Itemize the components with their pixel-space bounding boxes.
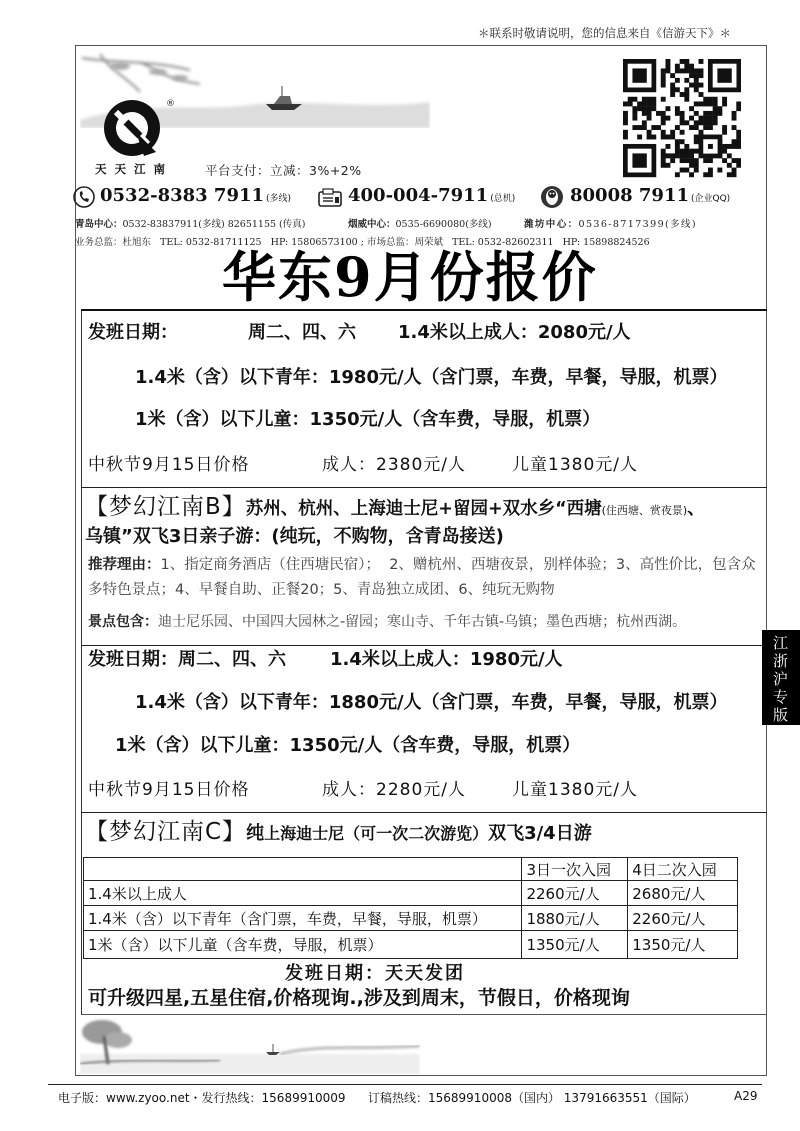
source-notice: ＊联系时敬请说明，您的信息来自《信游天下》＊: [478, 26, 731, 40]
center-weifang: [524, 216, 697, 230]
s3-holiday-adult: 成人：2280元/人: [322, 780, 466, 800]
logo-icon: [96, 98, 168, 160]
center-label: 潍坊中心：: [524, 219, 579, 230]
table-cell: 1米（含）以下儿童（含车费，导服，机票）: [84, 931, 522, 959]
s1-youth-price: 1.4米（含）以下青年：1980元/人（含门票，车费，早餐，导服，机票）: [135, 367, 728, 388]
phone-number: 400-004-7911: [348, 185, 489, 206]
s1-holiday-child: 儿童1380元/人: [512, 455, 638, 475]
spots-label: 景点包含：: [88, 614, 158, 630]
spots-text: 迪士尼乐园、中国四大园林之-留园；寒山寺、千年古镇-乌镇；墨色西塘；杭州西湖。: [158, 614, 687, 630]
table-cell: 1350元/人: [628, 931, 738, 959]
reasons-text: 1、指定商务酒店（住西塘民宿）； 2、赠杭州、西塘夜景，别样体验；3、高性价比，包含众: [160, 557, 756, 573]
center-value: 0536-8717399(多线): [578, 219, 698, 230]
s2-spots: [88, 613, 686, 631]
s3-departure-label: 发班日期：: [88, 649, 178, 670]
table-cell: 2680元/人: [628, 881, 738, 906]
tour-route-end: 、: [687, 499, 705, 519]
tour-route-note: (住西塘、赏夜景): [601, 504, 688, 517]
boat-icon: [266, 1044, 280, 1055]
table-header-cell: [84, 858, 522, 881]
ink-leaves: [110, 62, 188, 81]
phone-number-main: [100, 185, 291, 206]
footer-website-hotline: 电子版：www.zyoo.net・发行热线：15689910009: [58, 1091, 346, 1105]
table-cell: 2260元/人: [522, 881, 628, 906]
qr-code: [623, 59, 741, 179]
phone-number-qq: [570, 185, 730, 206]
managers-contact: 业务总监：杜旭东 TEL: 0532-81711125 HP: 15806573100 ; 市场总监：周荣斌 TEL: 0532-82602311 HP: 15898824526: [75, 237, 650, 248]
center-yanwei: [348, 216, 492, 230]
phone-note: (企业QQ): [691, 194, 731, 204]
s3-departure: [88, 649, 286, 671]
phone-icon: [73, 186, 95, 208]
section-divider: [81, 645, 767, 646]
fax-icon: [318, 188, 342, 207]
table-row: [84, 881, 738, 906]
table-cell: 1350元/人: [522, 931, 628, 959]
tour-title-end: 双飞3/4日游: [488, 823, 592, 844]
s3-holiday-child: 儿童1380元/人: [512, 780, 638, 800]
payment-discount: 平台支付：立减：3%+2%: [205, 163, 362, 178]
s2-title-line2: 乌镇”双飞3日亲子游：(纯玩，不购物，含青岛接送): [85, 526, 504, 547]
table-header-cell: 4日二次入园: [628, 858, 738, 881]
s1-adult-price: 1.4米以上成人：2080元/人: [398, 322, 631, 343]
phone-number-hotline: [348, 185, 515, 206]
s2-reasons-line1: [88, 556, 756, 574]
s3-child-price: 1米（含）以下儿童：1350元/人（含车费，导服，机票）: [115, 735, 581, 756]
brand-name: 天 天 江 南: [95, 162, 168, 176]
s4-upgrade-note: 可升级四星,五星住宿,价格现询.,涉及到周末，节假日，价格现询: [88, 987, 630, 1009]
tour-name: 【梦幻江南C】: [85, 819, 247, 845]
table-row: [84, 931, 738, 959]
page-number: A29: [734, 1089, 758, 1103]
phone-note: (多线): [266, 194, 292, 204]
s4-title: [85, 819, 592, 847]
table-header-row: [84, 858, 738, 881]
s3-youth-price: 1.4米（含）以下青年：1880元/人（含门票，车费，早餐，导服，机票）: [135, 692, 728, 713]
phone-number: 80008 7911: [570, 185, 689, 206]
registered-mark: ®: [166, 99, 175, 109]
s3-departure-days: 周二、四、六: [178, 649, 286, 670]
ink-painting-bottom: [80, 1014, 420, 1074]
tour-route: 苏州、杭州、上海迪士尼+留园+双水乡“西塘: [245, 499, 602, 519]
price-table: [83, 857, 738, 959]
center-qingdao: [75, 216, 305, 230]
table-cell: 2260元/人: [628, 906, 738, 931]
s1-holiday-label: 中秋节9月15日价格: [88, 455, 250, 475]
s3-adult-price: 1.4米以上成人：1980元/人: [330, 649, 563, 670]
s4-departure: 发班日期：天天发团: [285, 963, 465, 984]
section-divider: [81, 487, 767, 488]
center-value: 0532-83837911(多线) 82651155 (传真): [122, 219, 306, 230]
side-edition-label: 江浙沪专版: [773, 634, 789, 724]
tour-name: 【梦幻江南B】: [85, 494, 246, 520]
center-label: 烟威中心：: [348, 219, 396, 230]
side-edition-tab: [762, 630, 800, 725]
s1-holiday-adult: 成人：2380元/人: [322, 455, 466, 475]
qq-icon: [540, 185, 564, 209]
footer-divider: [48, 1084, 762, 1085]
phone-note: (总机): [490, 194, 516, 204]
table-cell: 1.4米（含）以下青年（含门票，车费，早餐，导服，机票）: [84, 906, 522, 931]
page-title: 华东9月份报价: [222, 245, 598, 309]
table-cell: 1880元/人: [522, 906, 628, 931]
s3-holiday-label: 中秋节9月15日价格: [88, 780, 250, 800]
tour-title-mid: 上海迪士尼（可一次二次游览）: [264, 824, 489, 843]
center-label: 青岛中心：: [75, 219, 123, 230]
section-divider: [81, 812, 767, 813]
footer-order-hotline: 订稿热线：15689910008（国内） 13791663551（国际）: [368, 1091, 696, 1105]
reasons-label: 推荐理由：: [88, 557, 161, 573]
s1-child-price: 1米（含）以下儿童：1350元/人（含车费，导服，机票）: [135, 409, 601, 430]
ink-branches: [82, 54, 200, 92]
table-cell: 1.4米以上成人: [84, 881, 522, 906]
center-value: 0535-6690080(多线): [395, 219, 492, 230]
s2-reasons-line2: 多特色景点；4、早餐自助、正餐20；5、青岛独立成团、6、纯玩无购物: [88, 582, 555, 598]
s2-title-line1: [85, 494, 705, 524]
boat-icon: [266, 86, 302, 110]
table-row: [84, 906, 738, 931]
ink-hills: [280, 1046, 420, 1054]
s1-departure-days: 周二、四、六: [248, 322, 356, 343]
s1-departure-label: 发班日期：: [88, 322, 178, 343]
tour-title-lead: 纯: [246, 823, 265, 844]
phone-number: 0532-8383 7911: [100, 185, 265, 206]
table-header-cell: 3日一次入园: [522, 858, 628, 881]
